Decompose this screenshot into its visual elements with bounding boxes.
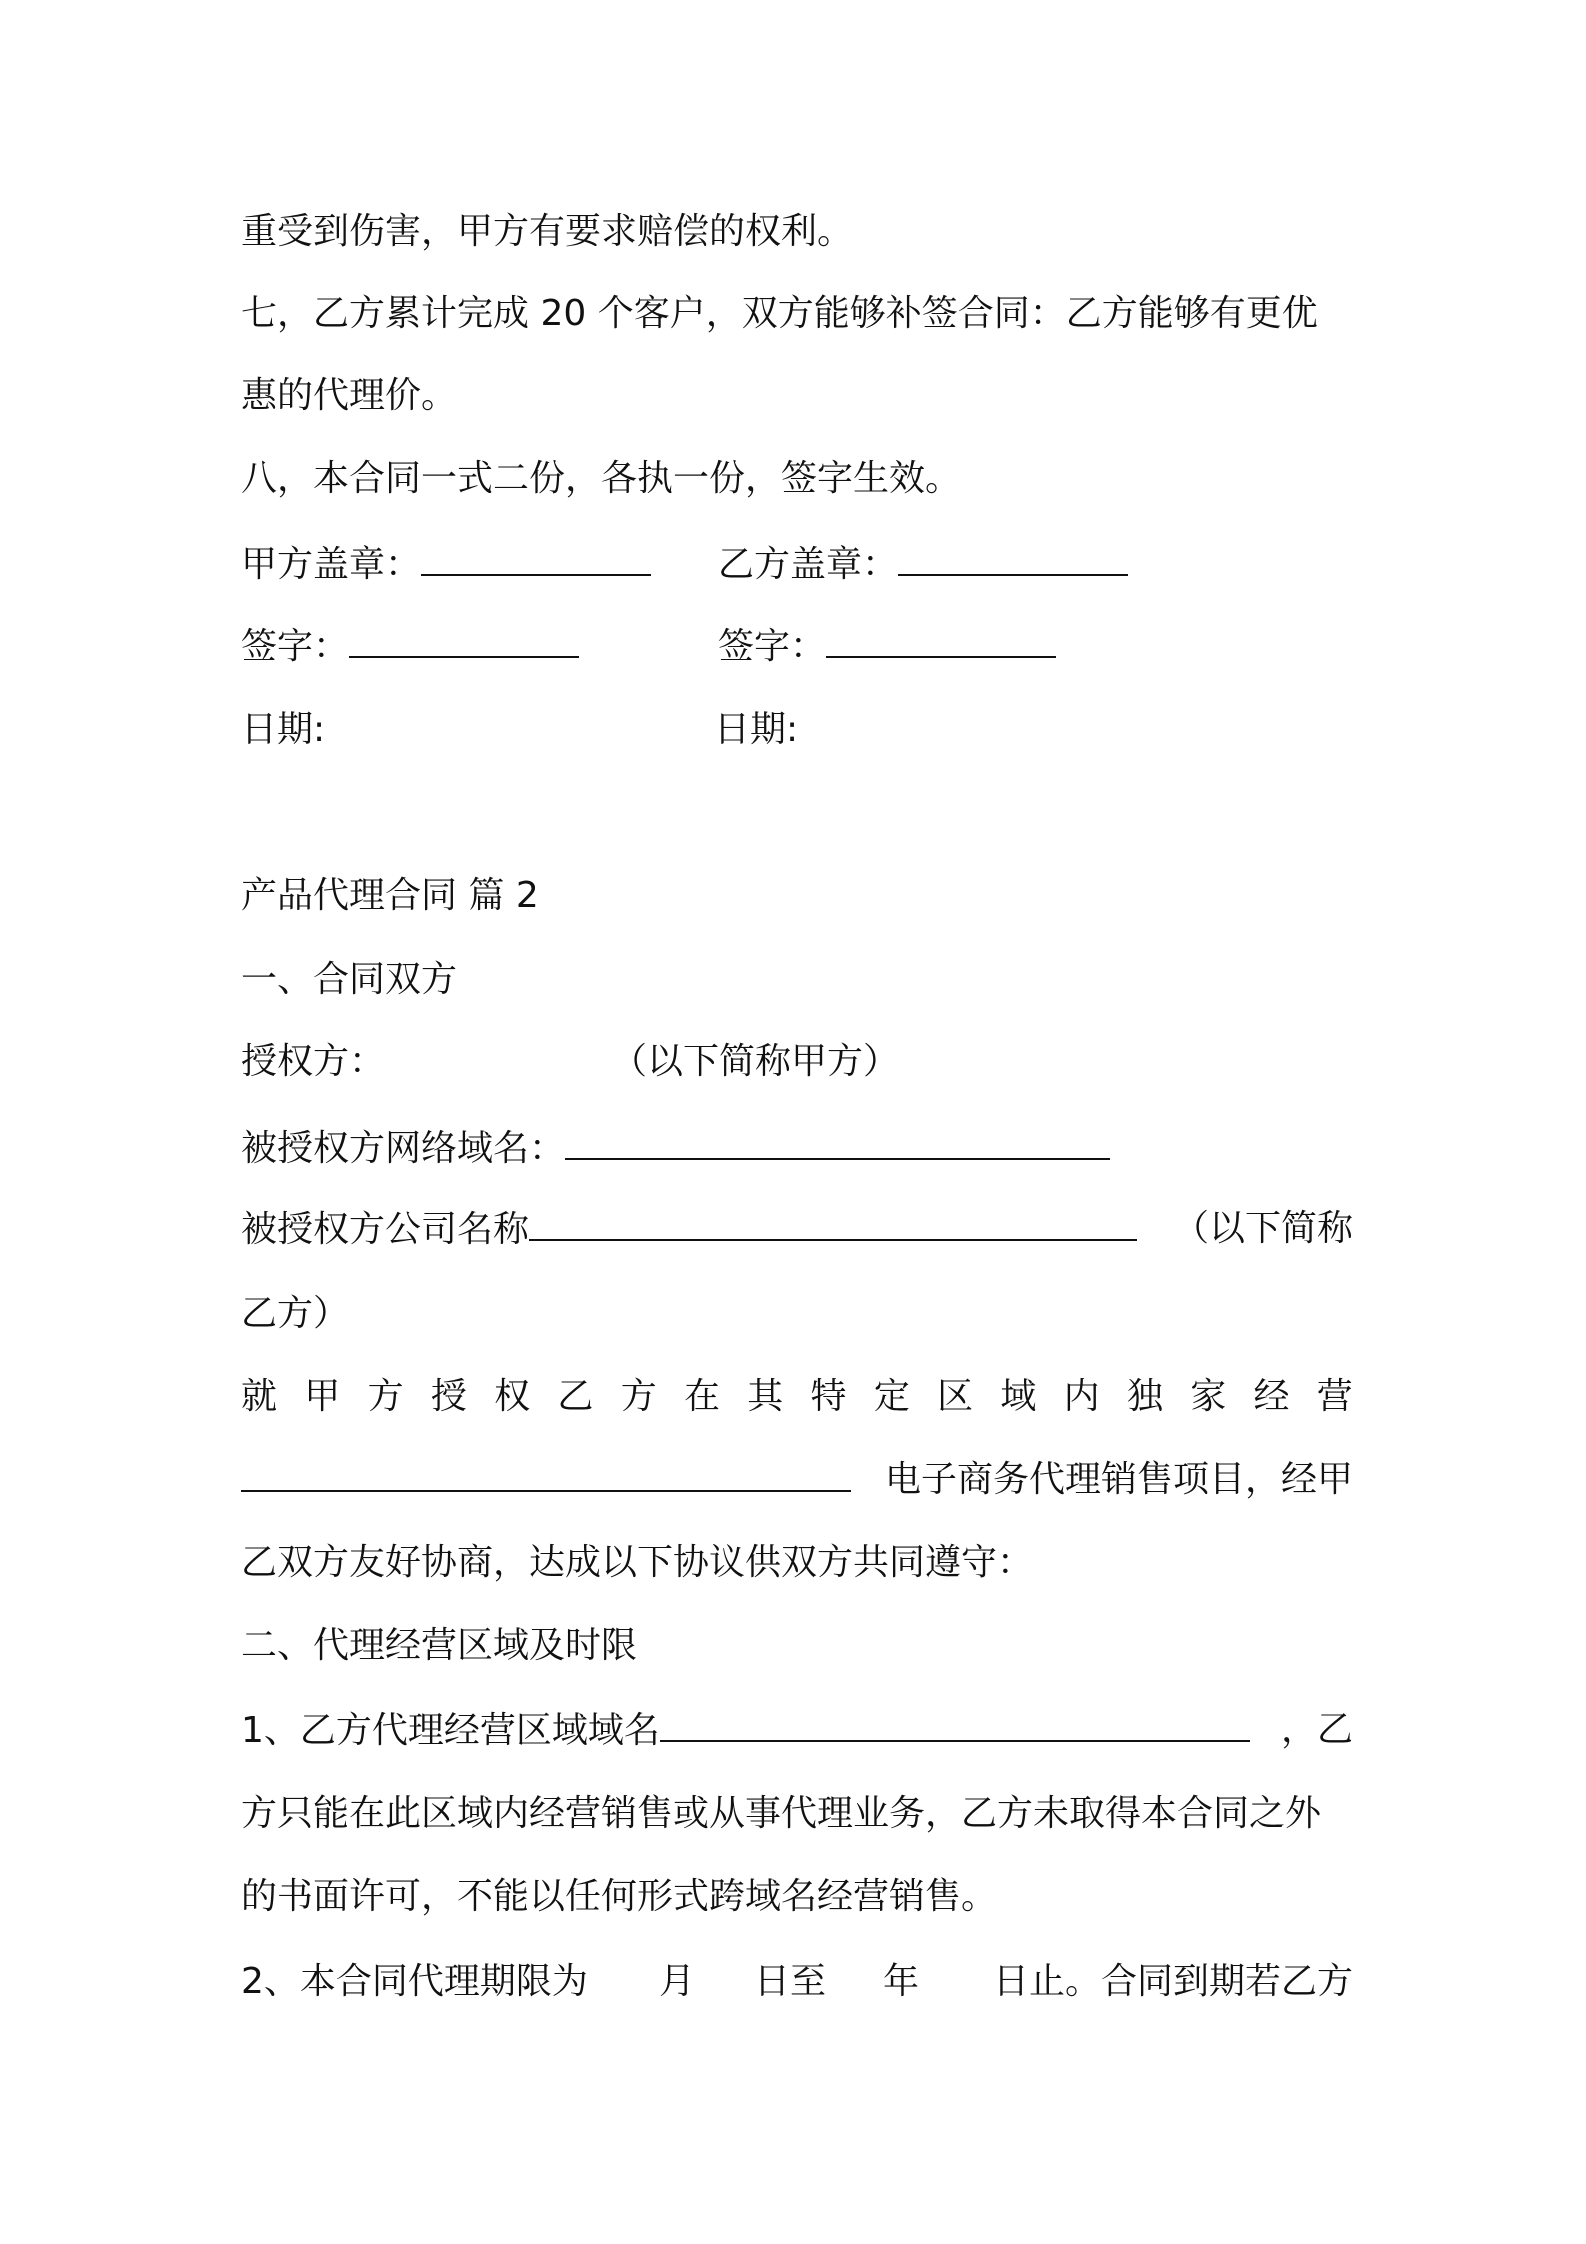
- item1-label: 1、乙方代理经营区域域名: [241, 1710, 660, 1751]
- item2-part-1: 2、本合同代理期限为: [241, 1961, 588, 2002]
- sign-b-label: 签字：: [718, 626, 827, 667]
- party-a-seal-blank[interactable]: [421, 540, 651, 576]
- intro-char: 营: [1316, 1376, 1353, 1417]
- intro-char: 方: [367, 1376, 404, 1417]
- paragraph-7a: 七，乙方累计完成 20 个客户，双方能够补签合同：乙方能够有更优: [241, 293, 1318, 334]
- item1-end: ，乙: [1280, 1709, 1353, 1750]
- intro-char: 授: [430, 1376, 467, 1417]
- intro-char: 域: [1000, 1376, 1037, 1417]
- intro-char: 独: [1126, 1376, 1163, 1417]
- intro-line-2: [241, 1456, 1353, 1505]
- item1-line-3: 的书面许可，不能以任何形式跨域名经营销售。: [241, 1876, 998, 1917]
- item1-line-1: [241, 1706, 1353, 1755]
- item2-year: 年: [883, 1961, 920, 2002]
- sign-a-blank[interactable]: [349, 622, 579, 658]
- item2-month: 月: [659, 1961, 696, 2002]
- sign-b: [718, 622, 1056, 671]
- intro-b: 电子商务代理销售项目，经甲: [884, 1459, 1353, 1500]
- business-blank[interactable]: [241, 1456, 851, 1492]
- sign-a: [241, 622, 579, 671]
- domain-label: 被授权方网络域名：: [241, 1128, 566, 1169]
- date-a: 日期:: [241, 709, 326, 750]
- grantor-note: （以下简称甲方）: [611, 1041, 900, 1082]
- heading-region: 二、代理经营区域及时限: [241, 1625, 638, 1666]
- party-a-seal-label: 甲方盖章：: [241, 544, 422, 585]
- company-blank[interactable]: [529, 1205, 1137, 1241]
- company-line: [241, 1205, 1353, 1254]
- intro-char: 乙: [557, 1376, 594, 1417]
- section-title: 产品代理合同 篇 2: [241, 875, 539, 916]
- paragraph-8: 八，本合同一式二份，各执一份，签字生效。: [241, 458, 962, 499]
- item2-end: 日止。合同到期若乙方: [992, 1961, 1353, 2002]
- party-a-seal: [241, 540, 651, 589]
- intro-char: 权: [494, 1376, 531, 1417]
- company-label: 被授权方公司名称: [241, 1209, 530, 1250]
- party-b-seal-label: 乙方盖章：: [718, 544, 899, 585]
- intro-char: 就: [241, 1376, 278, 1417]
- intro-line-1: [241, 1373, 1353, 1421]
- heading-parties: 一、合同双方: [241, 959, 458, 1000]
- party-b-seal: [718, 540, 1128, 589]
- intro-char: 区: [937, 1376, 974, 1417]
- sign-b-blank[interactable]: [826, 622, 1056, 658]
- party-b-line: 乙方）: [241, 1293, 350, 1334]
- intro-char: 其: [747, 1376, 784, 1417]
- intro-char: 在: [683, 1376, 720, 1417]
- paragraph-7b: 惠的代理价。: [241, 375, 458, 416]
- company-note: （以下简称: [1172, 1208, 1353, 1249]
- region-domain-blank[interactable]: [660, 1706, 1250, 1742]
- party-b-seal-blank[interactable]: [898, 540, 1128, 576]
- intro-char: 内: [1063, 1376, 1100, 1417]
- intro-char: 定: [873, 1376, 910, 1417]
- intro-char: 方: [620, 1376, 657, 1417]
- sign-a-label: 签字：: [241, 626, 350, 667]
- domain-line: [241, 1124, 1353, 1173]
- domain-blank[interactable]: [565, 1124, 1110, 1160]
- paragraph-1: 重受到伤害，甲方有要求赔偿的权利。: [241, 211, 854, 252]
- intro-char: 甲: [304, 1376, 341, 1417]
- intro-line-3: 乙双方友好协商，达成以下协议供双方共同遵守：: [241, 1542, 1034, 1583]
- intro-char: 家: [1190, 1376, 1227, 1417]
- grantor-line: [241, 1038, 1353, 1086]
- intro-char: 经: [1253, 1376, 1290, 1417]
- grantor-label: 授权方：: [241, 1041, 386, 1082]
- intro-char: 特: [810, 1376, 847, 1417]
- item2-day: 日至: [754, 1961, 827, 2002]
- date-b: 日期:: [714, 709, 799, 750]
- item1-line-2: 方只能在此区域内经营销售或从事代理业务，乙方未取得本合同之外: [241, 1793, 1322, 1834]
